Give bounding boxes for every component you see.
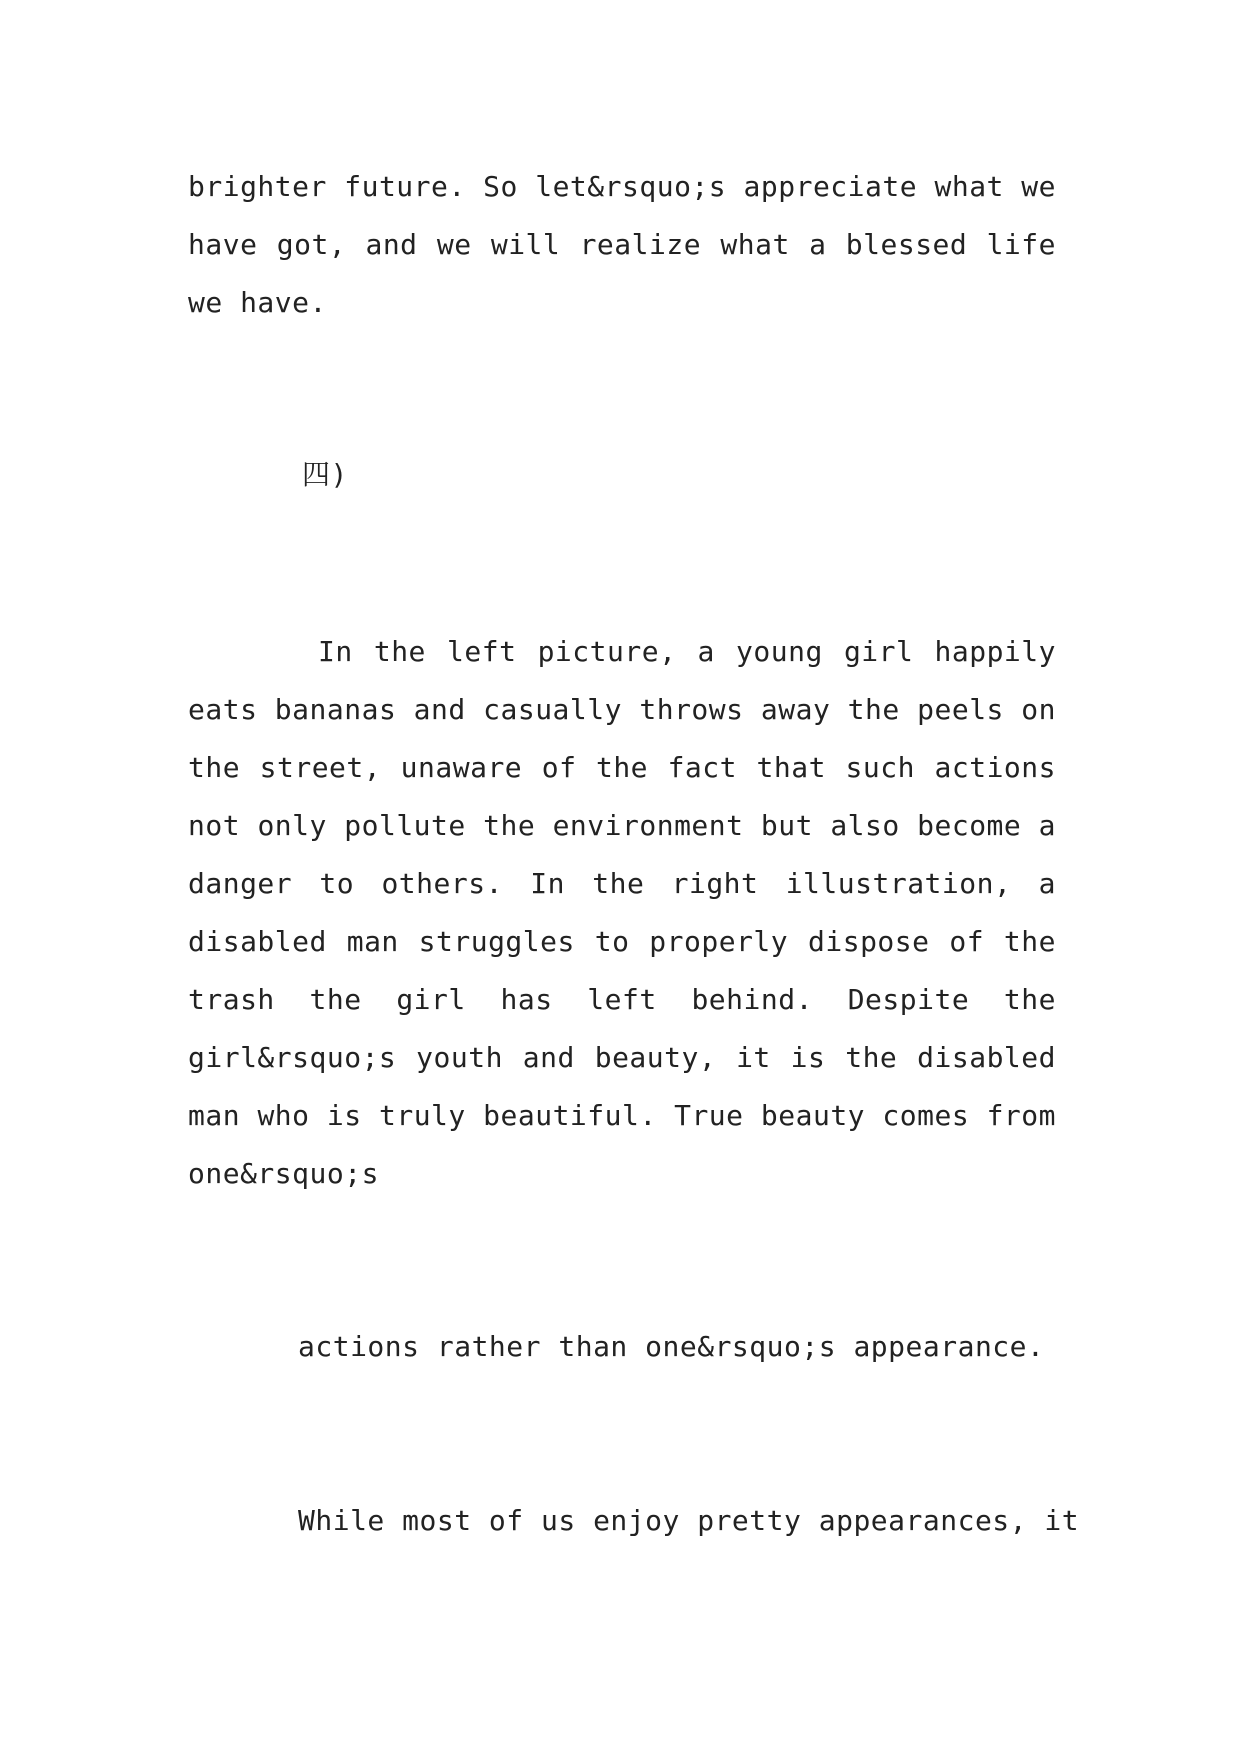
paragraph-2-line-6: disabled man struggles to properly dispose of the: [188, 925, 1056, 958]
paragraph-2-line-5: danger to others. In the right illustration, a: [188, 867, 1056, 900]
paragraph-3: actions rather than one&rsquo;s appearance.: [298, 1330, 1045, 1363]
section-marker: 四): [302, 458, 348, 491]
paragraph-2-line-1: In the left picture, a young girl happily: [318, 635, 1056, 668]
paragraph-1-line-1: brighter future. So let&rsquo;s appreciate what we: [188, 170, 1056, 203]
paragraph-1-line-2: have got, and we will realize what a blessed life: [188, 228, 1056, 261]
paragraph-2-line-9: man who is truly beautiful. True beauty comes from: [188, 1099, 1056, 1132]
paragraph-4-line-1: While most of us enjoy pretty appearances, it: [298, 1504, 1080, 1537]
paragraph-2-line-7: trash the girl has left behind. Despite the: [188, 983, 1056, 1016]
paragraph-2-line-4: not only pollute the environment but also become a: [188, 809, 1056, 842]
paragraph-2-line-3: the street, unaware of the fact that such actions: [188, 751, 1056, 784]
paragraph-1-line-3: we have.: [188, 286, 327, 319]
paragraph-2-line-2: eats bananas and casually throws away the peels on: [188, 693, 1056, 726]
paragraph-2-line-8: girl&rsquo;s youth and beauty, it is the disabled: [188, 1041, 1056, 1074]
paragraph-2-line-10: one&rsquo;s: [188, 1157, 379, 1190]
